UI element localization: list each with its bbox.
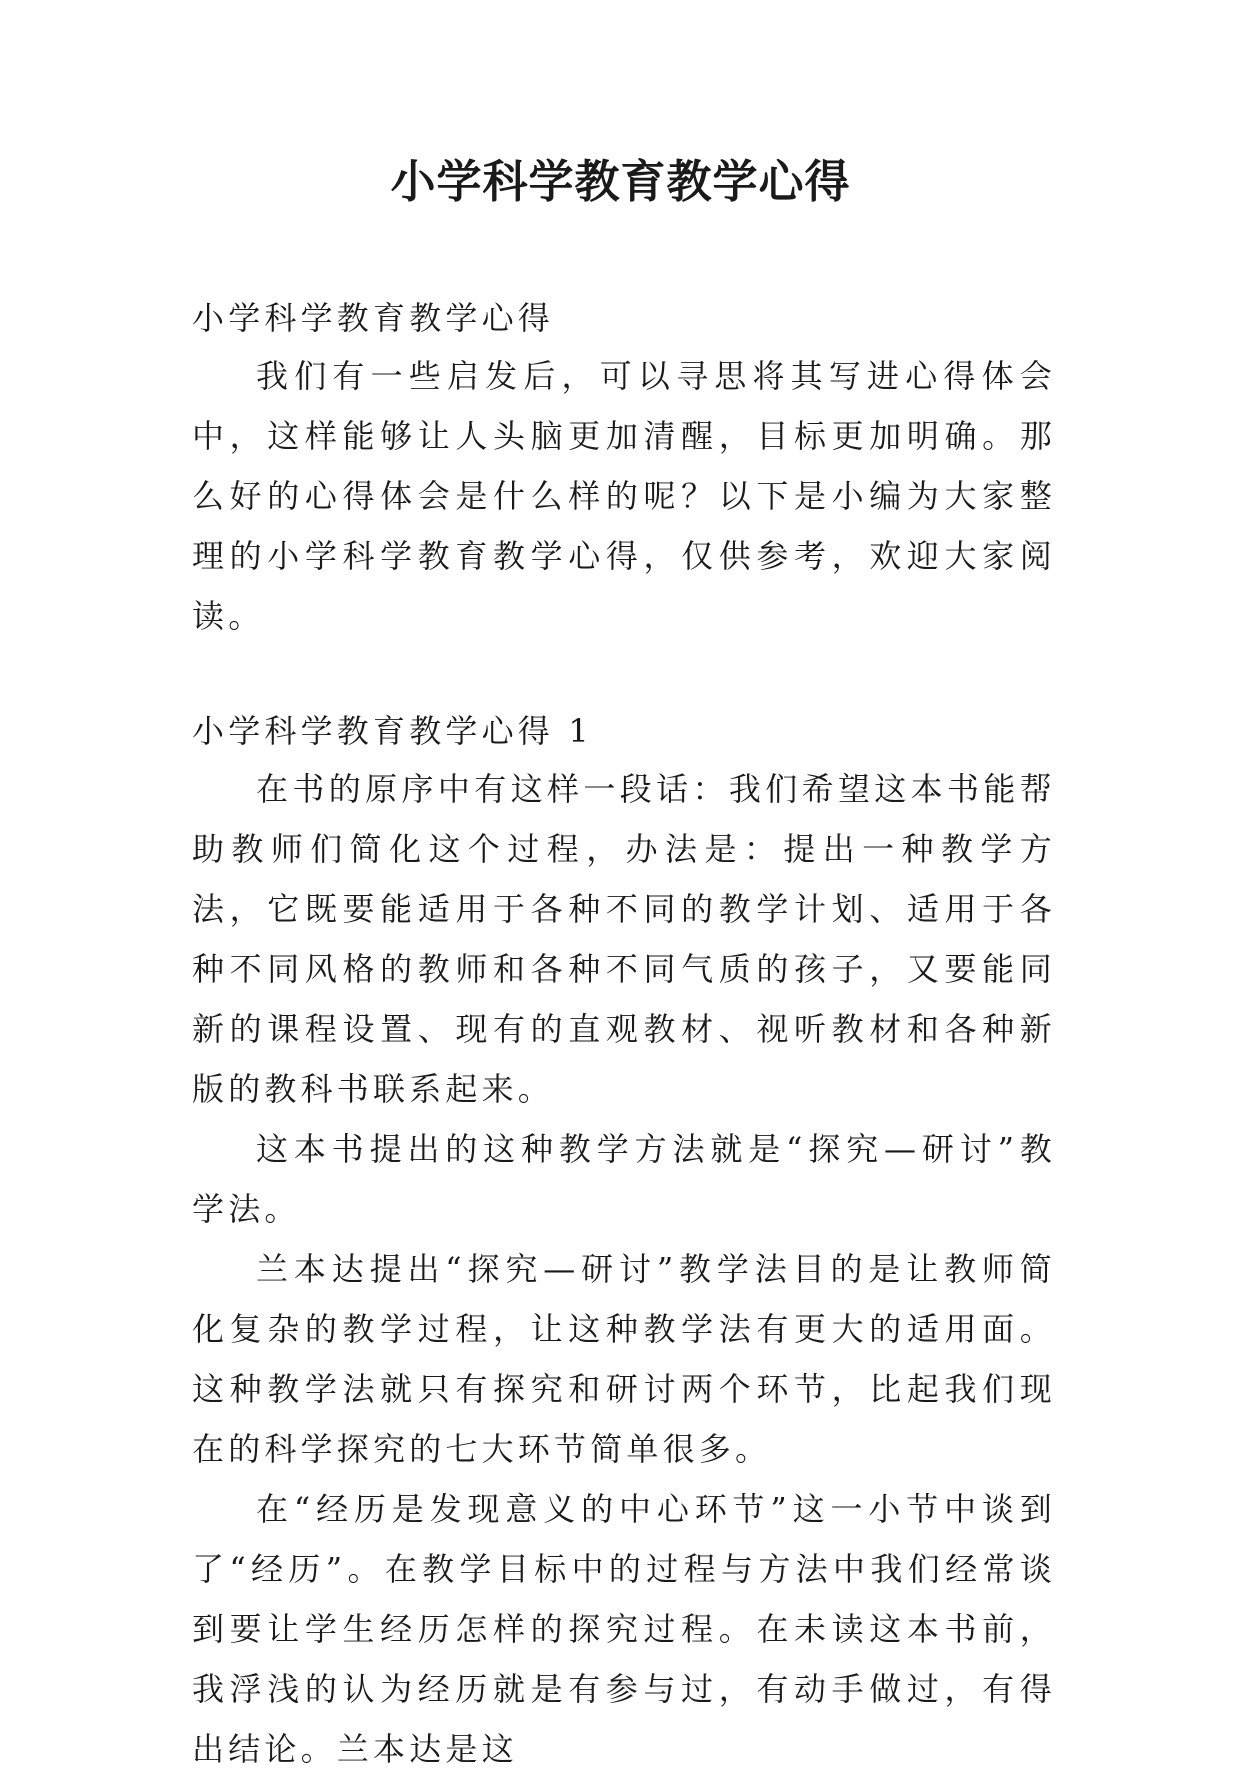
section-1-paragraph: 在书的原序中有这样一段话：我们希望这本书能帮助教师们简化这个过程，办法是：提出一种教学方法，它既要能适用于各种不同的教学计划、适用于各种不同风格的教师和各种不同气质的孩子，又要能同新的课程设置、现有的直观教材、视听教材和各种新版的教科书联系起来。: [192, 770, 1056, 1108]
section-1-paragraph: 这本书提出的这种教学方法就是“探究—研讨”教学法。: [192, 1130, 1056, 1228]
intro-heading: 小学科学教育教学心得: [192, 299, 555, 337]
section-1-body: [192, 759, 1056, 1779]
section-1-paragraph: 在“经历是发现意义的中心环节”这一小节中谈到了“经历”。在教学目标中的过程与方法中我们经常谈到要让学生经历怎样的探究过程。在未读这本书前，我浮浅的认为经历就是有参与过，有动手做过，有得出结论。兰本达是这: [192, 1490, 1056, 1768]
section-1-paragraph: 兰本达提出“探究—研讨”教学法目的是让教师简化复杂的教学过程，让这种教学法有更大的适用面。这种教学法就只有探究和研讨两个环节，比起我们现在的科学探究的七大环节简单很多。: [192, 1250, 1056, 1468]
intro-paragraph: 我们有一些启发后，可以寻思将其写进心得体会中，这样能够让人头脑更加清醒，目标更加明确。那么好的心得体会是什么样的呢？以下是小编为大家整理的小学科学教育教学心得，仅供参考，欢迎大家阅读。: [192, 357, 1056, 635]
document-title: 小学科学教育教学心得: [390, 155, 851, 208]
section-1-heading: 小学科学教育教学心得 1: [192, 712, 593, 750]
intro-body: [192, 346, 1056, 646]
